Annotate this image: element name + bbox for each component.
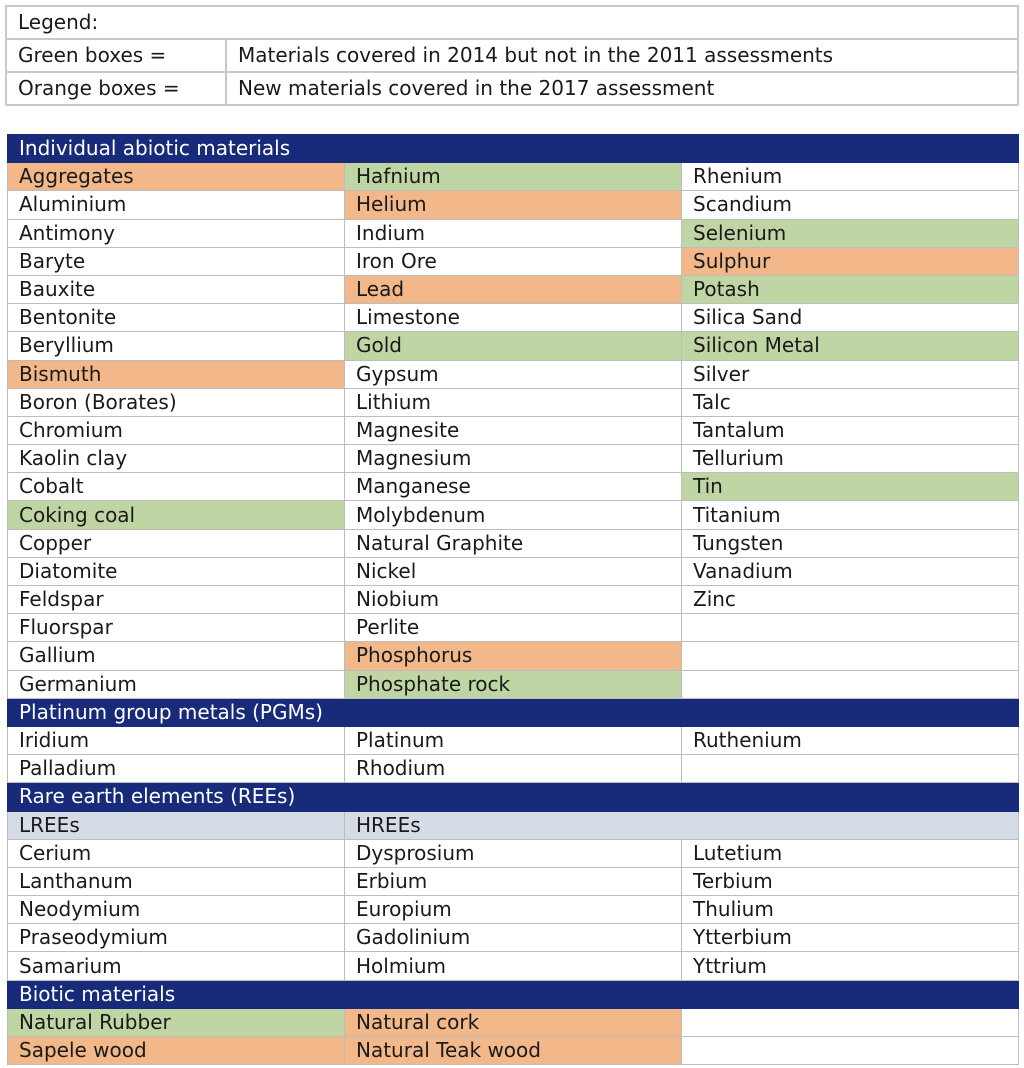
material-row xyxy=(8,501,1019,529)
material-cell: Lead xyxy=(345,275,682,303)
material-cell: Manganese xyxy=(345,473,682,501)
legend-text-green: Materials covered in 2014 but not in the 2011 assessments xyxy=(226,39,1018,72)
material-row xyxy=(8,473,1019,501)
material-row xyxy=(8,247,1019,275)
section-header-row xyxy=(8,783,1019,811)
material-cell: Helium xyxy=(345,191,682,219)
material-cell: Neodymium xyxy=(8,896,345,924)
material-cell: Gadolinium xyxy=(345,924,682,952)
material-cell: Erbium xyxy=(345,867,682,895)
materials-table xyxy=(7,134,1019,1065)
material-cell: Tungsten xyxy=(682,529,1019,557)
material-row xyxy=(8,1037,1019,1065)
material-cell: Rhodium xyxy=(345,755,682,783)
legend-title-row xyxy=(6,6,1018,39)
material-cell: Sulphur xyxy=(682,247,1019,275)
empty-cell xyxy=(682,670,1019,698)
material-row xyxy=(8,670,1019,698)
material-row xyxy=(8,896,1019,924)
material-cell: Magnesium xyxy=(345,445,682,473)
material-cell: Rhenium xyxy=(682,163,1019,191)
legend-row-green xyxy=(6,39,1018,72)
material-row xyxy=(8,1008,1019,1036)
material-cell: Molybdenum xyxy=(345,501,682,529)
legend-row-orange xyxy=(6,72,1018,105)
empty-cell xyxy=(682,1037,1019,1065)
material-cell: Silver xyxy=(682,360,1019,388)
material-row xyxy=(8,191,1019,219)
material-cell: Gallium xyxy=(8,642,345,670)
material-row xyxy=(8,726,1019,754)
material-cell: Thulium xyxy=(682,896,1019,924)
material-cell: Samarium xyxy=(8,952,345,980)
material-cell: Lutetium xyxy=(682,839,1019,867)
material-cell: Phosphate rock xyxy=(345,670,682,698)
material-cell: Titanium xyxy=(682,501,1019,529)
material-cell: Potash xyxy=(682,275,1019,303)
section-title: Rare earth elements (REEs) xyxy=(8,783,1019,811)
material-cell: Selenium xyxy=(682,219,1019,247)
legend-key-green: Green boxes = xyxy=(6,39,226,72)
material-cell: Lithium xyxy=(345,388,682,416)
material-cell: Hafnium xyxy=(345,163,682,191)
material-cell: Ruthenium xyxy=(682,726,1019,754)
legend-title: Legend: xyxy=(6,6,1018,39)
material-row xyxy=(8,445,1019,473)
subheader-cell: LREEs xyxy=(8,811,345,839)
material-cell: Yttrium xyxy=(682,952,1019,980)
material-cell: Phosphorus xyxy=(345,642,682,670)
material-cell: Iridium xyxy=(8,726,345,754)
material-row xyxy=(8,416,1019,444)
material-cell: Kaolin clay xyxy=(8,445,345,473)
material-cell: Bentonite xyxy=(8,304,345,332)
material-cell: Europium xyxy=(345,896,682,924)
subheader-row xyxy=(8,811,1019,839)
material-cell: Bismuth xyxy=(8,360,345,388)
material-cell: Terbium xyxy=(682,867,1019,895)
material-row xyxy=(8,952,1019,980)
section-header-row xyxy=(8,135,1019,163)
material-cell: Natural Teak wood xyxy=(345,1037,682,1065)
legend-key-orange: Orange boxes = xyxy=(6,72,226,105)
material-cell: Iron Ore xyxy=(345,247,682,275)
material-row xyxy=(8,219,1019,247)
material-cell: Praseodymium xyxy=(8,924,345,952)
material-cell: Silica Sand xyxy=(682,304,1019,332)
material-row xyxy=(8,275,1019,303)
material-cell: Magnesite xyxy=(345,416,682,444)
material-cell: Vanadium xyxy=(682,557,1019,585)
material-cell: Copper xyxy=(8,529,345,557)
material-row xyxy=(8,586,1019,614)
section-title: Platinum group metals (PGMs) xyxy=(8,698,1019,726)
material-cell: Ytterbium xyxy=(682,924,1019,952)
material-cell: Natural Graphite xyxy=(345,529,682,557)
material-cell: Zinc xyxy=(682,586,1019,614)
material-cell: Aluminium xyxy=(8,191,345,219)
material-cell: Niobium xyxy=(345,586,682,614)
empty-cell xyxy=(682,755,1019,783)
legend-table xyxy=(5,5,1019,106)
section-title: Biotic materials xyxy=(8,980,1019,1008)
material-cell: Chromium xyxy=(8,416,345,444)
section-header-row xyxy=(8,980,1019,1008)
section-header-row xyxy=(8,698,1019,726)
material-cell: Natural Rubber xyxy=(8,1008,345,1036)
material-cell: Gypsum xyxy=(345,360,682,388)
material-cell: Perlite xyxy=(345,614,682,642)
material-cell: Germanium xyxy=(8,670,345,698)
material-row xyxy=(8,557,1019,585)
material-row xyxy=(8,755,1019,783)
material-cell: Coking coal xyxy=(8,501,345,529)
material-cell: Indium xyxy=(345,219,682,247)
material-cell: Silicon Metal xyxy=(682,332,1019,360)
material-cell: Tellurium xyxy=(682,445,1019,473)
material-cell: Sapele wood xyxy=(8,1037,345,1065)
material-row xyxy=(8,924,1019,952)
material-cell: Baryte xyxy=(8,247,345,275)
material-row xyxy=(8,529,1019,557)
material-cell: Scandium xyxy=(682,191,1019,219)
material-cell: Antimony xyxy=(8,219,345,247)
material-cell: Dysprosium xyxy=(345,839,682,867)
material-cell: Bauxite xyxy=(8,275,345,303)
material-row xyxy=(8,642,1019,670)
material-cell: Holmium xyxy=(345,952,682,980)
material-cell: Tin xyxy=(682,473,1019,501)
material-cell: Diatomite xyxy=(8,557,345,585)
empty-cell xyxy=(682,642,1019,670)
material-cell: Aggregates xyxy=(8,163,345,191)
material-cell: Palladium xyxy=(8,755,345,783)
material-cell: Fluorspar xyxy=(8,614,345,642)
material-row xyxy=(8,304,1019,332)
empty-cell xyxy=(682,614,1019,642)
material-cell: Boron (Borates) xyxy=(8,388,345,416)
material-row xyxy=(8,388,1019,416)
material-cell: Gold xyxy=(345,332,682,360)
material-cell: Limestone xyxy=(345,304,682,332)
material-cell: Nickel xyxy=(345,557,682,585)
empty-cell xyxy=(682,1008,1019,1036)
material-row xyxy=(8,163,1019,191)
material-row xyxy=(8,614,1019,642)
material-cell: Feldspar xyxy=(8,586,345,614)
section-title: Individual abiotic materials xyxy=(8,135,1019,163)
material-cell: Natural cork xyxy=(345,1008,682,1036)
material-cell: Talc xyxy=(682,388,1019,416)
legend-text-orange: New materials covered in the 2017 assessment xyxy=(226,72,1018,105)
material-cell: Beryllium xyxy=(8,332,345,360)
material-cell: Platinum xyxy=(345,726,682,754)
material-row xyxy=(8,839,1019,867)
material-row xyxy=(8,360,1019,388)
material-cell: Cobalt xyxy=(8,473,345,501)
subheader-cell: HREEs xyxy=(345,811,1019,839)
material-cell: Tantalum xyxy=(682,416,1019,444)
material-row xyxy=(8,867,1019,895)
material-cell: Lanthanum xyxy=(8,867,345,895)
material-cell: Cerium xyxy=(8,839,345,867)
material-row xyxy=(8,332,1019,360)
